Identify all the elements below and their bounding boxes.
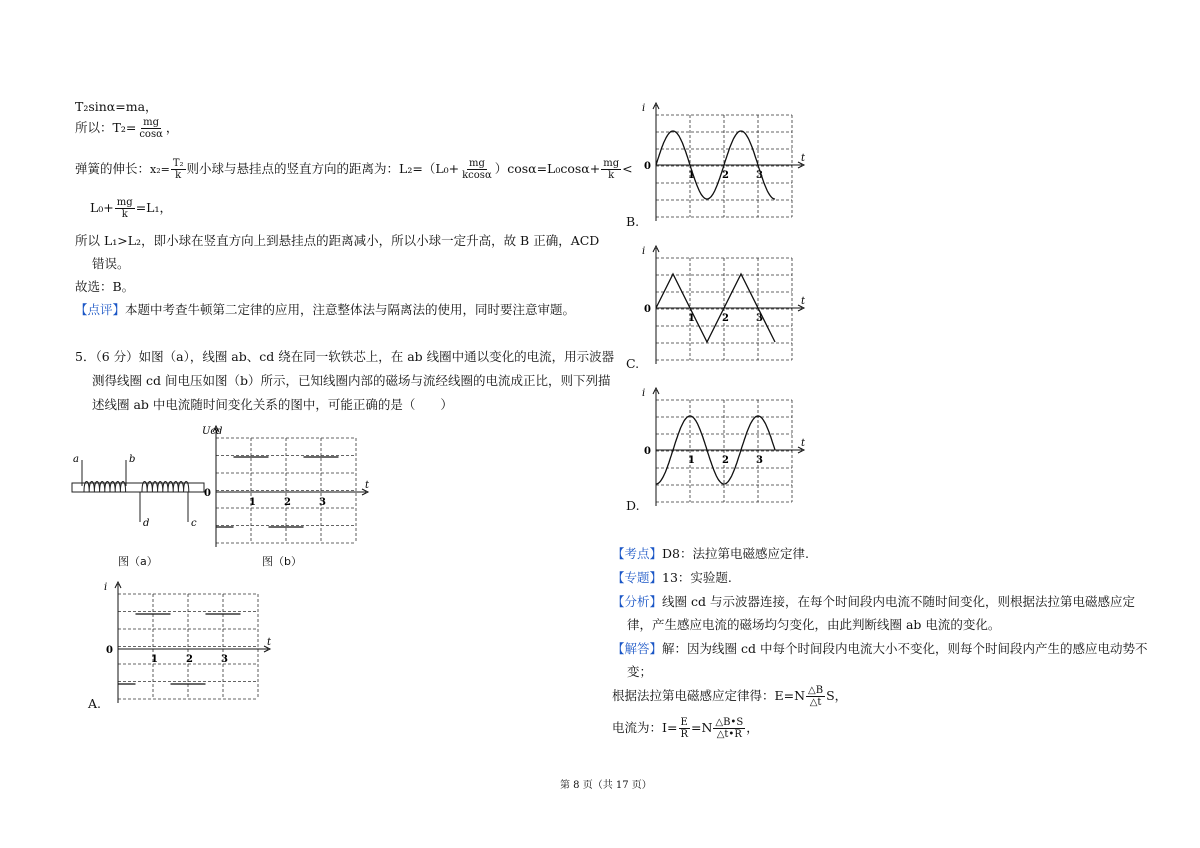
q5-line1: 5．（6 分）如图（a），线圈 ab、cd 绕在同一软铁芯上，在 ab 线圈中通以变化的电流，用示波器	[75, 349, 615, 364]
y-axis-label: i	[642, 103, 646, 114]
tick-label: 3	[221, 654, 228, 665]
t-axis-label: t	[801, 438, 806, 449]
tick-label: 3	[319, 497, 326, 508]
faraday-law-line: 根据法拉第电磁感应定律得：E=N $\frac{\triangle B}{\triangle t}$ S，	[612, 685, 848, 708]
tick-label: 2	[284, 497, 291, 508]
origin-label: 0	[644, 304, 651, 315]
graph-ucd	[196, 420, 370, 550]
graph-option-b	[640, 95, 806, 223]
fig-a-caption: 图（a）	[118, 555, 158, 568]
grid	[118, 594, 258, 699]
t-axis-label: t	[801, 296, 806, 307]
jieda-line1: 【解答】解：因为线圈 cd 中每个时间段内电流大小不变化，则每个时间段内产生的感应电动势不	[612, 641, 1148, 656]
coil-label-b: b	[129, 454, 136, 465]
zhuanti-tag: 【专题】	[612, 570, 663, 585]
tick-label: 2	[722, 170, 729, 181]
graph-option-d	[640, 380, 806, 508]
graph-option-a	[98, 578, 272, 710]
y-axis-label: i	[642, 388, 646, 399]
tick-label: 1	[688, 313, 695, 324]
tick-label: 2	[186, 654, 193, 665]
tick-label: 3	[756, 455, 763, 466]
y-axis-label: i	[642, 246, 646, 257]
line-t2sin: T₂sinα=ma，	[75, 99, 158, 114]
origin-label: 0	[106, 645, 113, 656]
coil-label-d: d	[143, 518, 150, 529]
comment-tag: 【点评】	[75, 302, 126, 317]
option-c-label: C.	[626, 356, 640, 371]
grid	[656, 400, 792, 502]
t-axis-label: t	[267, 637, 272, 648]
tick-label: 3	[756, 170, 763, 181]
jieda-tag: 【解答】	[612, 641, 663, 656]
option-a-label: A.	[88, 696, 102, 711]
tick-label: 1	[249, 497, 256, 508]
comment-line: 【点评】本题中考查牛顿第二定律的应用，注意整体法与隔离法的使用，同时要注意审题。	[75, 302, 576, 317]
current-formula-line: 电流为：I= $\frac{E}{R}$ =N $\frac{\triangle B•S}{\triangle t•R}$ ，	[612, 717, 759, 740]
zhuanti-line: 【专题】13：实验题.	[612, 570, 732, 585]
line-l1: L₀+ $\frac{mg}{k}$ =L₁，	[90, 197, 172, 220]
tick-label: 3	[756, 313, 763, 324]
tick-label: 1	[688, 170, 695, 181]
fenxi-line2: 律，产生感应电流的磁场均匀变化，由此判断线圈 ab 电流的变化。	[627, 617, 1001, 632]
tick-label: 2	[722, 313, 729, 324]
tick-label: 1	[151, 654, 158, 665]
option-d-label: D.	[626, 498, 640, 513]
t-axis-label: t	[801, 153, 806, 164]
line-extension: 弹簧的伸长：x₂= $\frac{\text{T₂}}{k}$ 则小球与悬挂点的竖直方向的距离为：L₂=（L₀+ $\frac{mg}{kcos\alpha}$ ）cosα=L₀cosα+ $\frac{mg}{k}$ <	[75, 158, 633, 181]
fenxi-tag: 【分析】	[612, 594, 663, 609]
fenxi-line1: 【分析】线圈 cd 与示波器连接，在每个时间段内电流不随时间变化，则根据法拉第电磁感应定	[612, 594, 1135, 609]
line-t2-formula: 所以：T₂= $\frac{mg}{\cos\alpha}$ ，	[75, 117, 179, 140]
coil-label-a: a	[73, 454, 79, 465]
kaodian-line: 【考点】D8：法拉第电磁感应定律.	[612, 546, 809, 561]
option-b-label: B.	[626, 214, 640, 229]
kaodian-tag: 【考点】	[612, 546, 663, 561]
line-wrong: 错误。	[92, 256, 130, 271]
line-conclusion: 所以 L₁>L₂，即小球在竖直方向上到悬挂点的距离减小，所以小球一定升高，故 B 正确，ACD	[75, 233, 600, 248]
coil-figure	[68, 448, 208, 534]
y-axis-label: Ucd	[202, 426, 223, 437]
jieda-line2: 变；	[627, 664, 653, 679]
origin-label: 0	[204, 488, 211, 499]
tick-label: 2	[722, 455, 729, 466]
origin-label: 0	[644, 446, 651, 457]
q5-line3: 述线圈 ab 中电流随时间变化关系的图中，可能正确的是（ ）	[92, 397, 453, 412]
t-axis-label: t	[365, 480, 370, 491]
fig-b-caption: 图（b）	[262, 555, 302, 568]
page-footer: 第 8 页（共 17 页）	[560, 780, 652, 791]
coil-label-c: c	[191, 518, 197, 529]
tick-label: 1	[688, 455, 695, 466]
line-answer: 故选：B。	[75, 279, 135, 294]
y-axis-label: i	[104, 582, 108, 593]
graph-option-c	[640, 238, 806, 366]
origin-label: 0	[644, 161, 651, 172]
q5-line2: 测得线圈 cd 间电压如图（b）所示，已知线圈内部的磁场与流经线圈的电流成正比，则下列描	[92, 373, 611, 388]
